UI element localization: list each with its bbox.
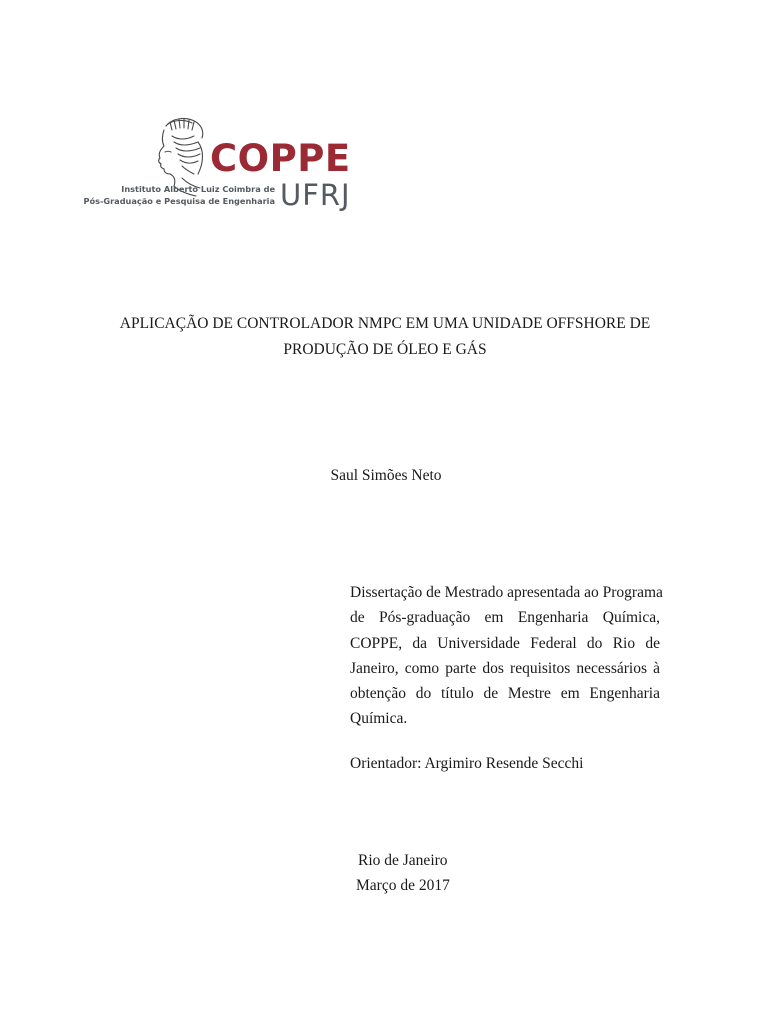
institute-line-2: Pós-Graduação e Pesquisa de Engenharia xyxy=(83,195,275,206)
title-line-1: APLICAÇÃO DE CONTROLADOR NMPC EM UMA UNIDADE OFFSHORE DE xyxy=(119,315,651,332)
institute-line-1: Instituto Alberto Luiz Coimbra de xyxy=(121,184,275,194)
title-line-2: PRODUÇÃO DE ÓLEO E GÁS xyxy=(283,341,487,358)
note-line-6: Química. xyxy=(350,710,408,728)
note-line-2: de Pós-graduação em Engenharia Química, xyxy=(350,609,660,627)
place-and-date xyxy=(358,848,450,898)
note-line-5: obtenção do título de Mestre em Engenharia xyxy=(350,685,660,703)
ufrj-wordmark: UFRJ xyxy=(280,178,351,212)
date: Março de 2017 xyxy=(356,877,450,894)
note-line-1: Dissertação de Mestrado apresentada ao Programa xyxy=(350,584,663,601)
place: Rio de Janeiro xyxy=(358,852,448,869)
note-line-3: COPPE, da Universidade Federal do Rio de xyxy=(350,634,660,652)
coppe-wordmark: COPPE xyxy=(210,137,351,180)
advisor: Orientador: Argimiro Resende Secchi xyxy=(350,755,584,772)
coppe-ufrj-logo xyxy=(83,112,363,217)
document-title xyxy=(60,311,710,363)
author-name: Saul Simões Neto xyxy=(330,467,442,484)
institute-name xyxy=(84,184,275,207)
note-line-4: Janeiro, como parte dos requisitos necessários à xyxy=(350,659,660,677)
dissertation-note xyxy=(350,580,663,732)
